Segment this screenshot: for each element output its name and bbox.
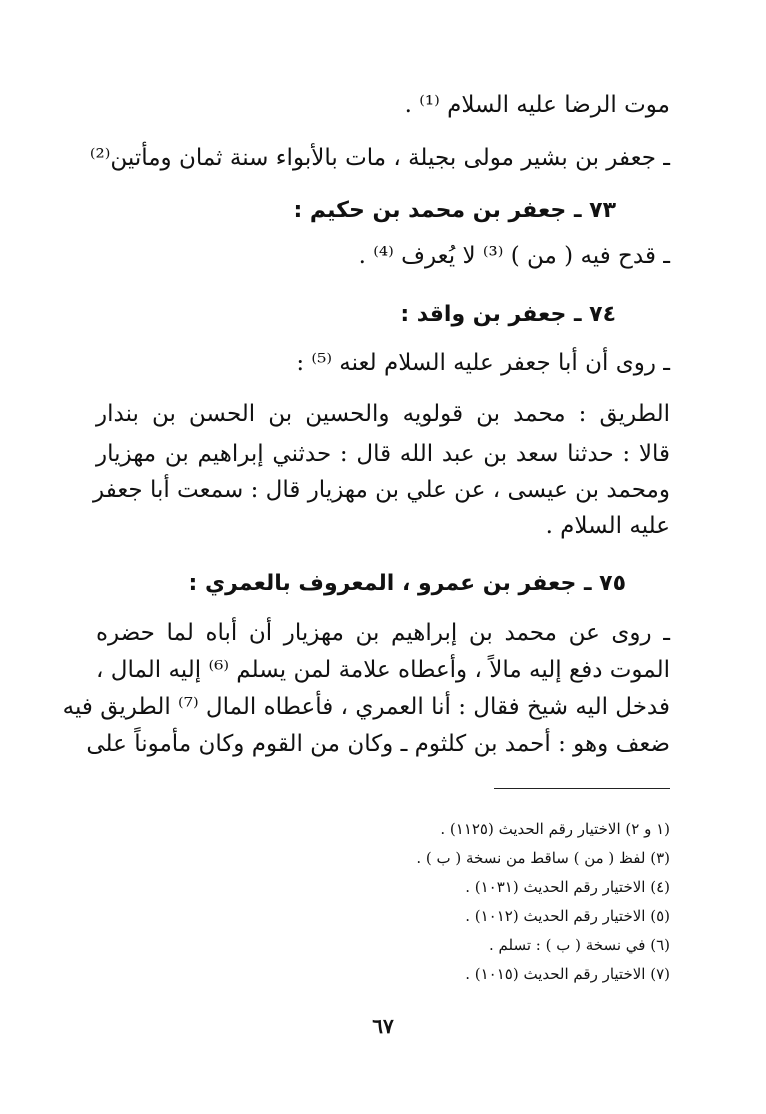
text-line: عليه السلام . <box>545 513 670 539</box>
text-line: الموت دفع إليه مالاً ، وأعطاه علامة لمن يسلم ⁽⁶⁾ إليه المال ، <box>96 657 670 683</box>
footnote: (٦) في نسخة ( ب ) : تسلم . <box>488 936 670 954</box>
text-line: ومحمد بن عيسى ، عن علي بن مهزيار قال : سمعت أبا جعفر <box>93 477 670 503</box>
footnote: (٥) الاختيار رقم الحديث (١٠١٢) . <box>465 907 670 925</box>
footnote: (١ و ٢) الاختيار رقم الحديث (١١٢٥) . <box>440 820 670 838</box>
footnote: (٤) الاختيار رقم الحديث (١٠٣١) . <box>465 878 670 896</box>
text-line: ـ روى عن محمد بن إبراهيم بن مهزيار أن أباه لما حضره <box>96 620 670 646</box>
page-number: ٦٧ <box>372 1014 394 1038</box>
footnote: (٣) لفظ ( من ) ساقط من نسخة ( ب ) . <box>416 849 670 867</box>
text-line: ـ قدح فيه ( من ) ⁽³⁾ لا يُعرف ⁽⁴⁾ . <box>358 243 670 269</box>
text-line: ضعف وهو : أحمد بن كلثوم ـ وكان من القوم وكان مأموناً على <box>86 731 670 757</box>
footnote: (٧) الاختيار رقم الحديث (١٠١٥) . <box>465 965 670 983</box>
text-line: الطريق : محمد بن قولويه والحسين بن الحسن بن بندار <box>96 401 670 427</box>
text-line: موت الرضا عليه السلام ⁽¹⁾ . <box>404 92 670 118</box>
text-line: قالا : حدثنا سعد بن عبد الله قال : حدثني إبراهيم بن مهزيار <box>96 441 670 467</box>
entry-heading-74: ٧٤ ـ جعفر بن واقد : <box>400 302 616 327</box>
entry-heading-73: ٧٣ ـ جعفر بن محمد بن حكيم : <box>293 198 616 223</box>
text-line: ـ جعفر بن بشير مولى بجيلة ، مات بالأبواء سنة ثمان ومأتين⁽²⁾ <box>89 145 670 171</box>
text-line: ـ روى أن أبا جعفر عليه السلام لعنه ⁽⁵⁾ : <box>296 350 670 376</box>
footnote-separator <box>494 788 670 789</box>
text-line: فدخل اليه شيخ فقال : أنا العمري ، فأعطاه المال ⁽⁷⁾ الطريق فيه <box>62 694 670 720</box>
entry-heading-75: ٧٥ ـ جعفر بن عمرو ، المعروف بالعمري : <box>188 571 626 596</box>
